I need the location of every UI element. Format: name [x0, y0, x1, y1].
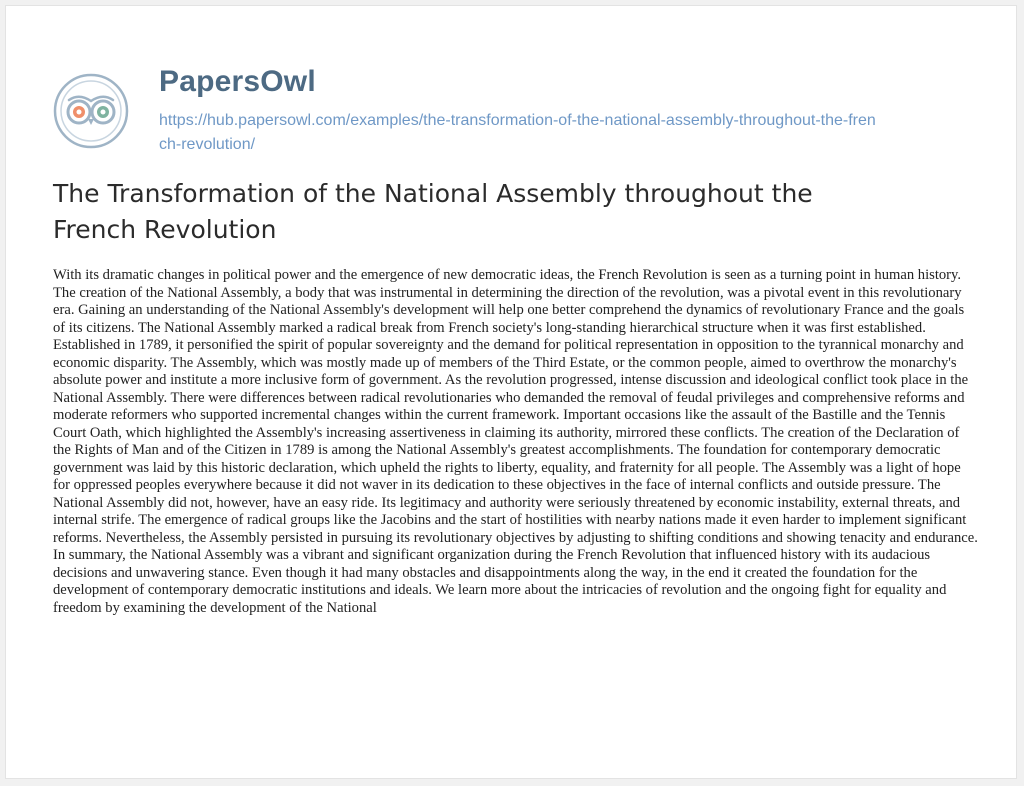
- source-url-link[interactable]: https://hub.papersowl.com/examples/the-transformation-of-the-national-assembly-throughout-the-french-revolution/: [159, 112, 876, 153]
- essay-title: The Transformation of the National Assembly throughout the French Revolution: [53, 179, 813, 244]
- owl-eyes-icon: [53, 73, 129, 149]
- essay-body: With its dramatic changes in political power and the emergence of new democratic ideas, the French Revolution is seen as a turning point in human history. The creation of the National Assembly, a body that was instrumental in determining the direction of the revolution, was a pivotal event in this revolutionary era. Gaining an understanding of the National Assembly's development will help one better comprehend the dynamics of revolutionary France and the goals of its citizens. The National Assembly marked a radical break from French society's long-standing hierarchical structure when it was first established. Established in 1789, it personified the spirit of popular sovereignty and the demand for political representation in opposition to the tyrannical monarchy and economic disparity. The Assembly, which was mostly made up of members of the Third Estate, or the common people, aimed to overthrow the monarchy's absolute power and institute a more inclusive form of government. As the revolution progressed, intense discussion and ideological conflict took place in the National Assembly. There were differences between radical revolutionaries who demanded the removal of feudal privileges and comprehensive reforms and moderate reformers who supported incremental changes within the current framework. Important occasions like the assault of the Bastille and the Tennis Court Oath, which highlighted the Assembly's increasing assertiveness in claiming its authority, mirrored these conflicts. The creation of the Declaration of the Rights of Man and of the Citizen in 1789 is among the National Assembly's greatest accomplishments. The foundation for contemporary democratic government was laid by this historic declaration, which upheld the rights to liberty, equality, and fraternity for all people. The Assembly was a light of hope for oppressed peoples everywhere because it did not waver in its dedication to these objectives in the face of internal conflicts and outside pressure. The National Assembly did not, however, have an easy ride. Its legitimacy and authority were seriously threatened by economic instability, external threats, and internal strife. The emergence of radical groups like the Jacobins and the start of hostilities with nearby nations made it even harder to implement significant reforms. Nevertheless, the Assembly persisted in pursuing its revolutionary objectives by adjusting to shifting conditions and showing tenacity and endurance. In summary, the National Assembly was a vibrant and significant organization during the French Revolution that influenced history with its audacious decisions and unwavering stance. Even though it had many obstacles and disappointments along the way, in the end it created the foundation for the development of contemporary democratic institutions and ideals. We learn more about the intricacies of revolution and the ongoing fight for equality and freedom by examining the development of the National: [53, 267, 978, 616]
- document-page: [5, 5, 1017, 779]
- brand-name: PapersOwl: [159, 65, 316, 98]
